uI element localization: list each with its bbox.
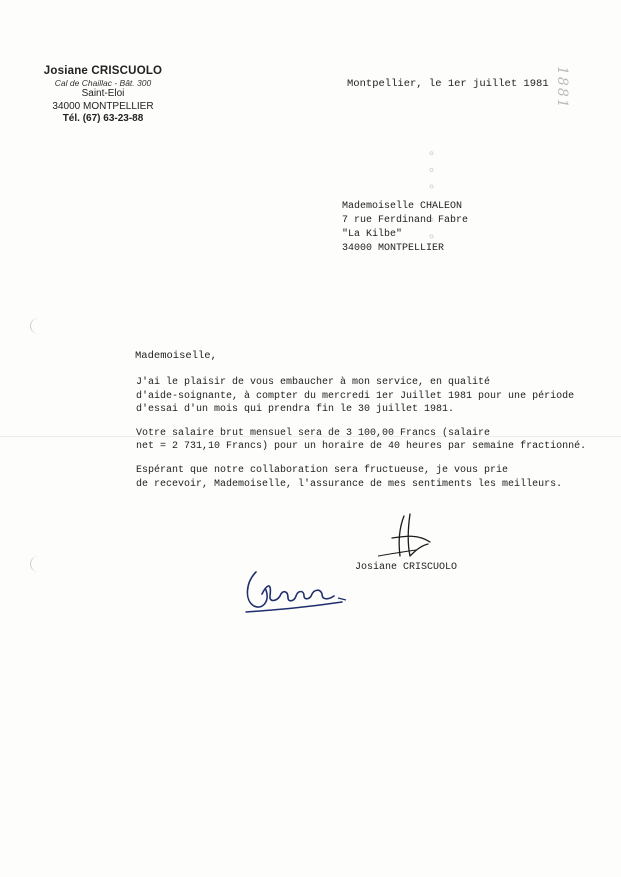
letterhead bbox=[28, 64, 178, 125]
recipient-signature bbox=[242, 566, 354, 618]
recipient-line: 34000 MONTPELLIER bbox=[342, 243, 445, 254]
salutation: Mademoiselle, bbox=[135, 350, 217, 362]
recipient-line: "La Kilbe" bbox=[342, 229, 403, 240]
svg-text:° ° ° ° ° °: ° ° ° ° ° ° bbox=[420, 150, 435, 243]
sender-name: Josiane CRISCUOLO bbox=[43, 65, 163, 77]
sender-city: 34000 MONTPELLIER bbox=[52, 100, 154, 112]
recipient-line: Mademoiselle CHALEON bbox=[342, 201, 463, 212]
body-paragraph: J'ai le plaisir de vous embaucher à mon service, en qualité d'aide-soignante, à compter du mercredi 1er Juillet 1981 pour une période d'essai d'un mois qui prendra fin le 30 juillet 1981. bbox=[136, 377, 575, 416]
sender-address-line: Cal de Chaillac - Bât. 300 bbox=[54, 78, 152, 89]
punch-hole-mark bbox=[30, 556, 47, 572]
body-paragraph: Votre salaire brut mensuel sera de 3 100,00 Francs (salaire net = 2 731,10 Francs) pour un horaire de 40 heures par semaine fractionné. bbox=[136, 427, 587, 453]
body-paragraph: Espérant que notre collaboration sera fructueuse, je vous prie de recevoir, Mademoiselle, l'assurance de mes sentiments les meilleurs. bbox=[136, 464, 563, 490]
sender-phone: Tél. (67) 63-23-88 bbox=[62, 112, 144, 124]
author-signature bbox=[370, 512, 440, 562]
letter-date: Montpellier, le 1er juillet 1981 bbox=[347, 78, 549, 90]
letter-body bbox=[136, 376, 606, 501]
recipient-line: 7 rue Ferdinand Fabre bbox=[342, 215, 469, 226]
recipient-address bbox=[342, 200, 468, 256]
punch-hole-mark bbox=[30, 318, 47, 334]
signatory-name: Josiane CRISCUOLO bbox=[355, 562, 458, 573]
sender-place: Saint-Eloi bbox=[81, 88, 125, 100]
handwritten-corner-note: 1881 bbox=[554, 66, 570, 110]
